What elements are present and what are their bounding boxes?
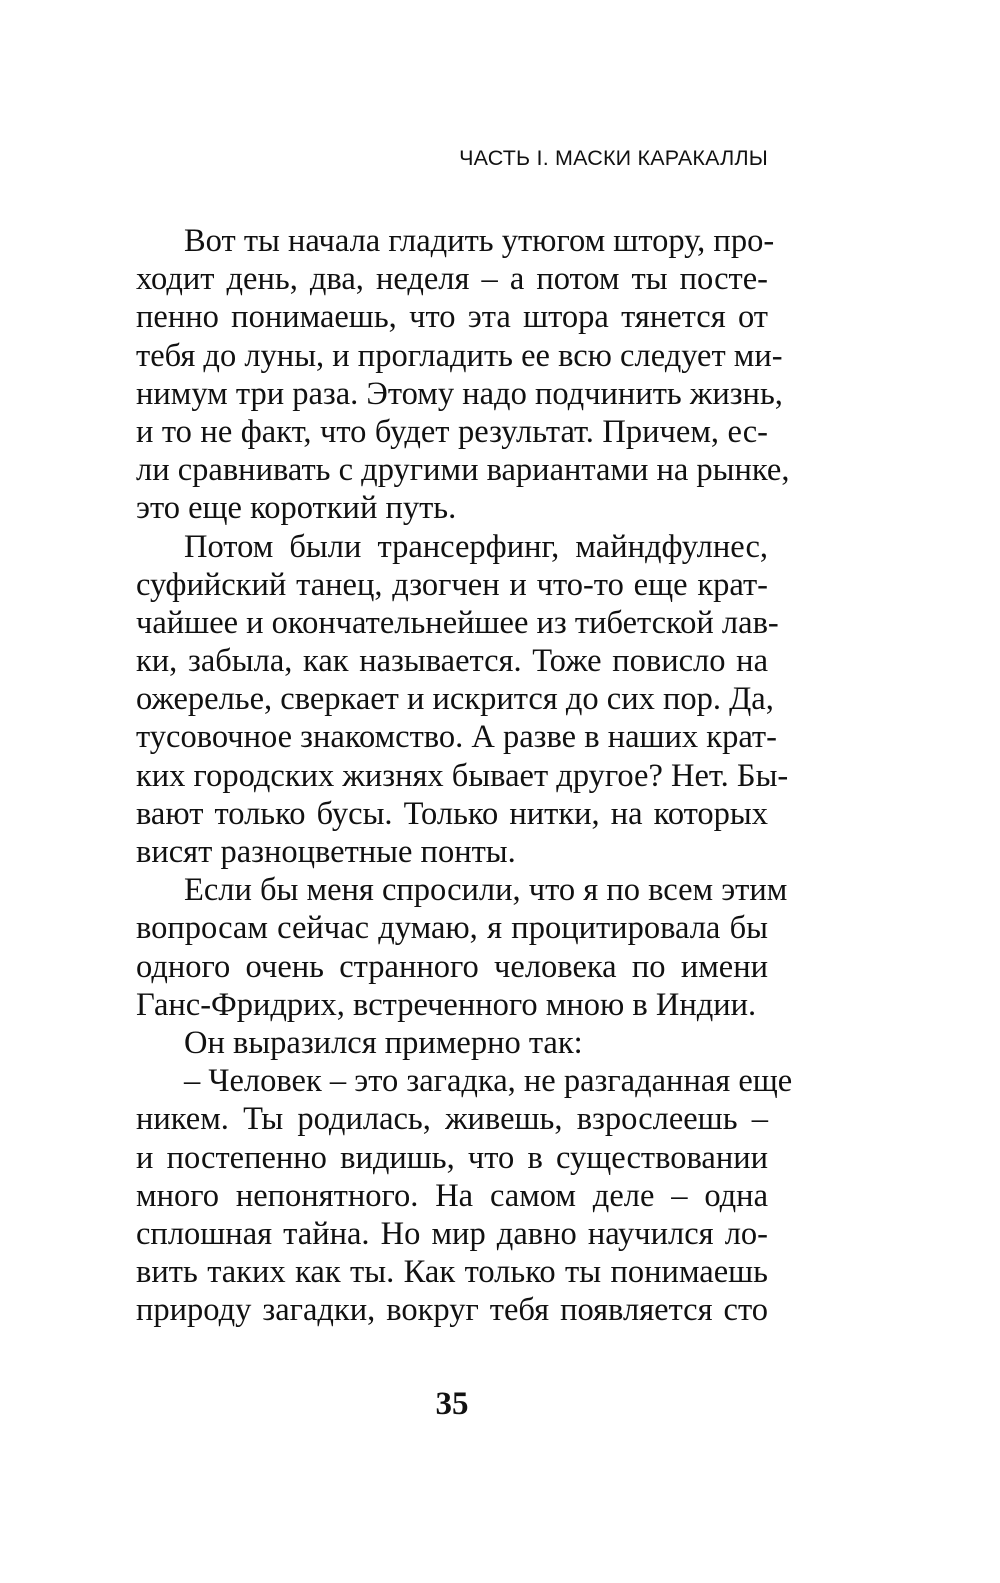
text-line: Ганс-Фридрих, встреченного мною в Индии. bbox=[136, 986, 757, 1023]
text-line: это еще короткий путь. bbox=[136, 490, 457, 527]
text-line: никем. Ты родилась, живешь, взрослеешь – bbox=[136, 1101, 768, 1138]
text-line: одного очень странного человека по имени bbox=[136, 948, 768, 985]
running-head: ЧАСТЬ I. МАСКИ КАРАКАЛЛЫ bbox=[459, 146, 768, 170]
text-line: Потом были трансерфинг, майндфулнес, bbox=[184, 528, 768, 565]
text-line: тусовочное знакомство. А разве в наших крат- bbox=[136, 719, 777, 756]
text-line: и постепенно видишь, что в существовании bbox=[136, 1139, 768, 1176]
text-line: висят разноцветные понты. bbox=[136, 834, 516, 870]
text-line: тебя до луны, и прогладить ее всю следует ми- bbox=[136, 337, 783, 374]
text-line: пенно понимаешь, что эта штора тянется от bbox=[136, 299, 768, 336]
text-line: вить таких как ты. Как только ты понимаешь bbox=[136, 1254, 768, 1291]
text-line: чайшее и окончательнейшее из тибетской лав- bbox=[136, 604, 779, 641]
text-line: ки, забыла, как называется. Тоже повисло на bbox=[136, 643, 768, 680]
text-line: ли сравнивать с другими вариантами на рынке, bbox=[136, 452, 790, 489]
text-line: нимум три раза. Этому надо подчинить жизнь, bbox=[136, 375, 783, 412]
text-line: и то не факт, что будет результат. Причем, ес- bbox=[136, 413, 768, 450]
text-line: Вот ты начала гладить утюгом штору, про- bbox=[184, 223, 775, 259]
text-line: ожерелье, сверкает и искрится до сих пор. Да, bbox=[136, 681, 774, 718]
text-line: – Человек – это загадка, не разгаданная еще bbox=[184, 1063, 793, 1100]
page-number: 35 bbox=[435, 1386, 469, 1422]
text-line: суфийский танец, дзогчен и что-то еще крат- bbox=[136, 566, 768, 603]
text-line: вают только бусы. Только нитки, на которых bbox=[136, 795, 768, 832]
text-line: сплошная тайна. Но мир давно научился ло- bbox=[136, 1215, 768, 1252]
text-line: ходит день, два, неделя – а потом ты посте- bbox=[136, 261, 768, 298]
text-line: природу загадки, вокруг тебя появляется сто bbox=[136, 1292, 768, 1329]
body-text bbox=[136, 222, 793, 1329]
text-line: ких городских жизнях бывает другое? Нет. Бы- bbox=[136, 757, 789, 794]
text-line: Если бы меня спросили, что я по всем этим bbox=[184, 872, 788, 909]
text-line: Он выразился примерно так: bbox=[184, 1024, 583, 1061]
text-line: много непонятного. На самом деле – одна bbox=[136, 1177, 768, 1214]
text-line: вопросам сейчас думаю, я процитировала бы bbox=[136, 910, 768, 947]
